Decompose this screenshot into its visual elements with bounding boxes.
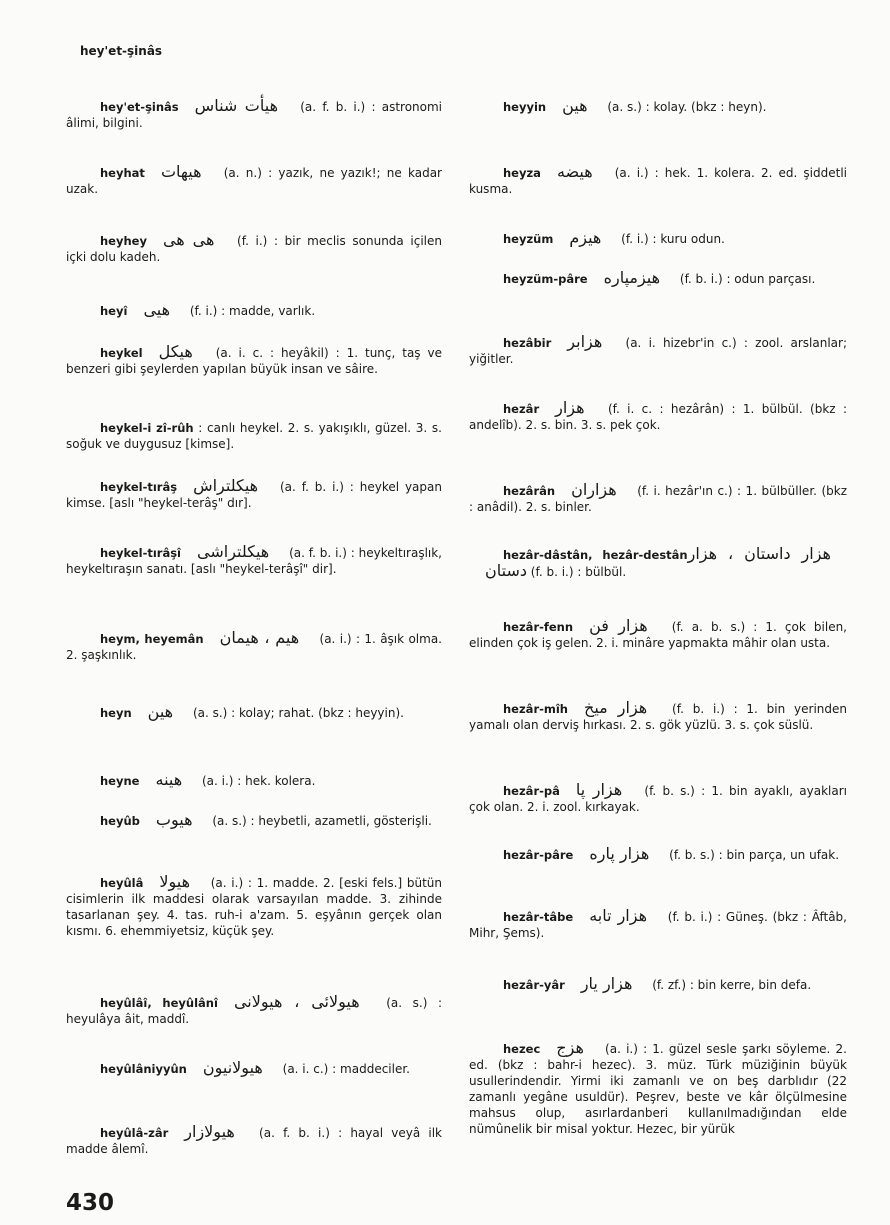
entry-arabic-script: هی هی <box>162 230 215 249</box>
entry-headword: hezâr-pâ <box>503 784 560 798</box>
entry-definition: (a. s.) : kolay. (bkz : heyn). <box>603 100 767 114</box>
dictionary-entry <box>66 420 442 452</box>
entry-definition: : canlı heykel. 2. s. yakışıklı, güzel. 3. s. soğuk ve duygusuz [kimse]. <box>66 421 442 451</box>
entry-headword: hezâr-fenn <box>503 620 574 634</box>
entry-headword: hezâr <box>503 402 540 416</box>
dictionary-entry <box>66 704 442 721</box>
entry-definition: (a. i. hizebr'in c.) : zool. arslanlar; yiğitler. <box>469 336 847 366</box>
entry-headword: heyyin <box>503 100 547 114</box>
dictionary-entry <box>66 164 442 197</box>
entry-definition: (a. s.) : kolay; rahat. (bkz : heyyin). <box>189 706 404 720</box>
entry-definition: (f. i. c. : hezârân) : 1. bülbül. (bkz : andelîb). 2. s. bin. 3. s. pek çok. <box>469 402 847 432</box>
entry-headword: heyzüm <box>503 232 554 246</box>
entry-arabic-script: هیهات <box>160 162 202 181</box>
dictionary-entry <box>66 1060 442 1077</box>
dictionary-entry <box>66 344 442 377</box>
dictionary-entry <box>66 544 442 577</box>
entry-arabic-script: هزاران <box>571 480 617 499</box>
dictionary-entry <box>469 98 847 115</box>
entry-headword: heyzüm-pâre <box>503 272 588 286</box>
entry-arabic-script: هزار تابه <box>589 906 648 925</box>
entry-definition: (a. i. c.) : maddeciler. <box>278 1062 410 1076</box>
dictionary-entry <box>469 846 847 863</box>
entry-definition: (f. b. i.) : bülbül. <box>526 565 627 579</box>
entry-definition: (a. s.) : heyulâya âit, maddî. <box>66 996 442 1026</box>
dictionary-entry <box>469 546 847 580</box>
entry-headword: heyûb <box>100 814 140 828</box>
entry-definition: (f. a. b. s.) : 1. çok bilen, elinden çok iş gelen. 2. i. minâre yapmakta mâhir olan usta. <box>469 620 847 650</box>
entry-definition: (f. b. s.) : bin parça, un ufak. <box>665 848 840 862</box>
dictionary-entry <box>469 618 847 651</box>
entry-definition: (a. i.) : hek. 1. kolera. 2. ed. şiddetli kusma. <box>469 166 847 196</box>
entry-arabic-script: هزار پا <box>575 780 623 799</box>
entry-arabic-script: هیولازار <box>184 1122 235 1141</box>
dictionary-entry <box>469 700 847 733</box>
entry-arabic-script: هیولائی ، هیولانی <box>233 992 360 1011</box>
entry-headword: hezâr-yâr <box>503 978 565 992</box>
entry-definition: (a. f. b. i.) : hayal veyâ ilk madde âlemî. <box>66 1126 442 1156</box>
dictionary-entry <box>469 782 847 815</box>
entry-arabic-script: هزار میخ <box>584 698 648 717</box>
dictionary-entry <box>66 772 442 789</box>
entry-definition: (a. i. c. : heyâkil) : 1. tunç, taş ve benzeri gibi şeylerden yapılan büyük insan ve sâire. <box>66 346 442 376</box>
entry-arabic-script: هیضه <box>556 162 593 181</box>
dictionary-entry <box>469 270 847 287</box>
entry-headword: heym, heyemân <box>100 632 204 646</box>
entry-headword: heyn <box>100 706 132 720</box>
entry-arabic-script: هزج <box>556 1038 584 1057</box>
entry-definition: (f. i.) : bir meclis sonunda içilen içki dolu kadeh. <box>66 234 442 264</box>
page-number: 430 <box>66 1190 115 1216</box>
entry-headword: heykel-tırâşî <box>100 546 181 560</box>
entry-arabic-script: هیم ، هیمان <box>219 628 300 647</box>
entry-definition: (f. b. i.) : 1. bin yerinden yamalı olan derviş hırkası. 2. s. gök yüzlü. 3. s. çok süslü. <box>469 702 848 732</box>
dictionary-entry <box>469 334 847 367</box>
entry-definition: (a. i.) : 1. âşık olma. 2. şaşkınlık. <box>66 632 442 662</box>
entry-arabic-script: هیکلتراشی <box>197 542 270 561</box>
entry-definition: (f. zf.) : bin kerre, bin defa. <box>648 978 812 992</box>
entry-arabic-script: هیکلتراش <box>193 476 259 495</box>
dictionary-entry <box>469 908 847 941</box>
entry-headword: heykel-i zî-rûh <box>100 421 194 435</box>
entry-definition: (a. i.) : hek. kolera. <box>198 774 316 788</box>
entry-headword: heyî <box>100 304 128 318</box>
running-head: hey'et-şinâs <box>80 44 163 58</box>
entry-headword: heyhat <box>100 166 145 180</box>
entry-definition: (a. i.) : 1. madde. 2. [eski fels.] bütün cisimlerin ilk maddesi olarak varsayılan madde. 3. zihinde tasarlanan şey. 4. tas. ruh-i a'zam. 5. eşyânın gerçek olan kısmı. 6. ehemmiyetsiz, küçük şey. <box>66 876 442 938</box>
dictionary-entry <box>66 874 442 939</box>
entry-headword: heyûlâ-zâr <box>100 1126 169 1140</box>
entry-arabic-script: هزار فن <box>589 616 648 635</box>
entry-arabic-script: هیزم <box>569 228 602 247</box>
dictionary-entry <box>469 400 847 433</box>
entry-definition: (f. i.) : madde, varlık. <box>186 304 316 318</box>
entry-headword: hezâbir <box>503 336 552 350</box>
entry-arabic-script: هیوب <box>155 810 193 829</box>
dictionary-entry <box>66 994 442 1027</box>
entry-headword: hezâr-tâbe <box>503 910 574 924</box>
entry-definition: (f. b. s.) : 1. bin ayaklı, ayakları çok olan. 2. i. zool. kırkayak. <box>469 784 847 814</box>
entry-headword: heykel <box>100 346 143 360</box>
entry-definition: (a. i.) : 1. güzel sesle şarkı söyleme. 2. ed. (bkz : bahr-i hezec). 3. müz. Türk müziğinin büyük usullerindendir. Yirmi iki zamanlı ve on beş darblıdır (22 zamanlı yegâne usuldür). Peşrev, beste ve kâr ölçülmesine mahsus olup, asırlardanberi kullanılmadığından elde nümûnelik bir misal yoktur. Hezec, bir yürük <box>469 1042 847 1136</box>
entry-headword: heykel-tırâş <box>100 480 178 494</box>
entry-definition: (f. b. i.) : Güneş. (bkz : Âftâb, Mihr, Şems). <box>469 910 847 940</box>
entry-arabic-script: هین <box>147 702 174 721</box>
entry-arabic-script: هیکل <box>158 342 193 361</box>
dictionary-entry <box>66 812 442 829</box>
dictionary-entry <box>469 482 847 515</box>
entry-definition: (a. n.) : yazık, ne yazık!; ne kadar uzak. <box>66 166 442 196</box>
dictionary-entry <box>66 232 442 265</box>
entry-arabic-script: هزار یار <box>580 974 633 993</box>
entry-headword: hezâr-pâre <box>503 848 574 862</box>
entry-headword: hezec <box>503 1042 541 1056</box>
dictionary-entry <box>469 164 847 197</box>
entry-arabic-script: هزار پاره <box>589 844 650 863</box>
entry-arabic-script: هیأت شناس <box>194 96 279 115</box>
entry-definition: (a. f. b. i.) : astronomi âlimi, bilgini. <box>66 100 443 130</box>
entry-arabic-script: هزابر <box>567 332 603 351</box>
entry-definition: (f. i.) : kuru odun. <box>617 232 725 246</box>
entry-arabic-script: هزار داستان ، هزار دستان <box>485 544 831 580</box>
dictionary-entry <box>469 976 847 993</box>
entry-arabic-script: هیی <box>143 300 171 319</box>
entry-definition: (f. b. i.) : odun parçası. <box>676 272 816 286</box>
entry-headword: hezâr-dâstân, hezâr-destân <box>503 548 688 562</box>
entry-arabic-script: هیولانیون <box>202 1058 263 1077</box>
entry-definition: (a. f. b. i.) : heykel yapan kimse. [aslı "heykel-terâş" dır]. <box>66 480 442 510</box>
dictionary-entry <box>66 302 442 319</box>
entry-arabic-script: هینه <box>155 770 183 789</box>
dictionary-entry <box>66 478 442 511</box>
entry-headword: hey'et-şinâs <box>100 100 179 114</box>
dictionary-entry <box>66 630 442 663</box>
entry-headword: heyûlâ <box>100 876 144 890</box>
entry-headword: heyûlâî, heyûlânî <box>100 996 218 1010</box>
entry-headword: hezâr-mîh <box>503 702 568 716</box>
entry-definition: (a. s.) : heybetli, azametli, gösterişli. <box>208 814 432 828</box>
entry-arabic-script: هیولا <box>159 872 191 891</box>
entry-definition: (a. f. b. i.) : heykeltıraşlık, heykeltıraşın sanatı. [aslı "heykel-terâşî" dir]. <box>66 546 442 576</box>
entry-headword: heyza <box>503 166 541 180</box>
entry-arabic-script: هزار <box>555 398 585 417</box>
dictionary-entry <box>469 230 847 247</box>
entry-headword: heyne <box>100 774 140 788</box>
dictionary-entry <box>66 1124 442 1157</box>
dictionary-entry <box>66 98 442 131</box>
entry-headword: hezârân <box>503 484 556 498</box>
entry-headword: heyûlâniyyûn <box>100 1062 187 1076</box>
entry-headword: heyhey <box>100 234 147 248</box>
entry-arabic-script: هیزمپاره <box>603 268 661 287</box>
dictionary-entry <box>469 1040 847 1137</box>
entry-arabic-script: هین <box>562 96 588 115</box>
entry-definition: (f. i. hezâr'ın c.) : 1. bülbüller. (bkz : anâdil). 2. s. binler. <box>469 484 847 514</box>
